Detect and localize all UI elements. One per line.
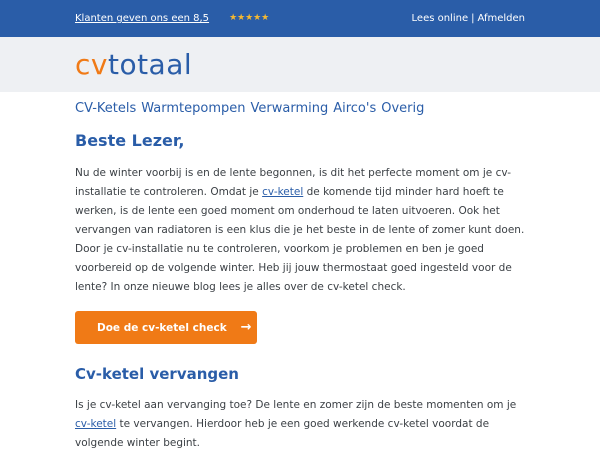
logo-band (0, 37, 600, 92)
intro-text-end: de komende tijd minder hard hoeft te werken, is de lente een goed moment om onderhoud te laten uitvoeren. Ook het vervangen van radiatoren is een klus die je het beste in de lente of zomer kunt doen. Door je cv-installatie nu te controleren, voorkom je problemen en ben je goed voorbereid op de volgende winter. Heb jij jouw thermostaat goed ingesteld voor de lente? In onze nieuwe blog lees je alles over de cv-ketel check. (75, 186, 525, 293)
star-icon: ★ (229, 13, 238, 23)
link-separator: | (471, 13, 475, 24)
reviews-link[interactable]: Klanten geven ons een 8,5 (75, 13, 210, 24)
star-icon: ★ (261, 13, 270, 23)
section-heading: Cv-ketel vervangen (75, 365, 239, 383)
email-content (0, 101, 600, 450)
nav-item-cv-ketels[interactable]: CV-Ketels (75, 101, 137, 116)
intro-text-start: Nu de winter voorbij is en de lente begonnen, is dit het perfecte moment om je cv-installatie te controleren. Omdat je (75, 167, 512, 198)
section-paragraph (75, 396, 525, 450)
star-icon: ★ (245, 13, 254, 23)
unsubscribe-link[interactable]: Afmelden (477, 13, 525, 24)
section-cv-ketel-link[interactable]: cv-ketel (75, 418, 117, 430)
view-online-link[interactable]: Lees online (411, 13, 469, 24)
section-text-end: te vervangen. Hierdoor heb je een goed werkende cv-ketel voordat de volgende winter begint. (75, 418, 490, 449)
nav-item-aircos[interactable]: Airco's (333, 101, 377, 116)
rating-stars (229, 14, 269, 23)
star-icon: ★ (237, 13, 246, 23)
nav-item-verwarming[interactable]: Verwarming (250, 101, 329, 116)
cv-ketel-check-button[interactable] (75, 311, 257, 344)
cta-label: Doe de cv-ketel check (97, 321, 227, 334)
arrow-right-icon: → (240, 320, 252, 335)
nav-item-overig[interactable]: Overig (381, 101, 425, 116)
top-links (412, 13, 525, 24)
greeting-heading: Beste Lezer, (75, 131, 185, 150)
cvtotaal-logo[interactable] (75, 47, 193, 81)
intro-paragraph (75, 164, 525, 297)
top-bar (0, 0, 600, 37)
category-nav (75, 101, 525, 116)
section-text-start: Is je cv-ketel aan vervanging toe? De lente en zomer zijn de beste momenten om je (75, 399, 517, 411)
star-icon: ★ (253, 13, 262, 23)
logo-part-totaal: totaal (107, 47, 193, 81)
rating-area (75, 13, 269, 24)
intro-cv-ketel-link[interactable]: cv-ketel (262, 186, 304, 198)
logo-part-cv: cv (75, 47, 108, 81)
nav-item-warmtepompen[interactable]: Warmtepompen (141, 101, 246, 116)
